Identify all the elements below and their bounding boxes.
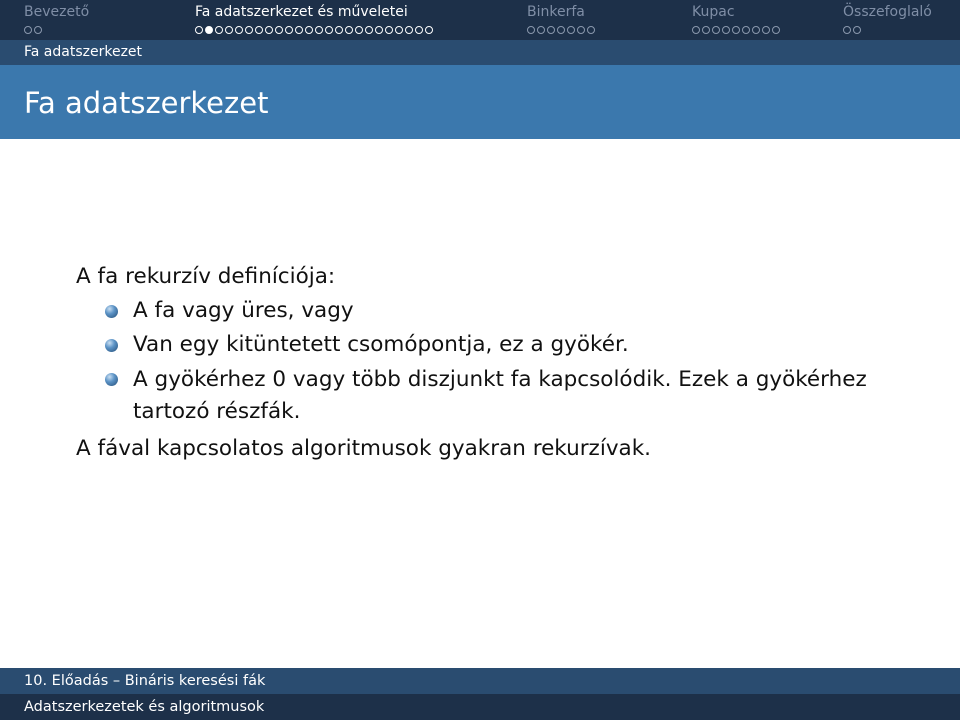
bullet-ball-icon	[105, 339, 118, 352]
nav-frame-dot[interactable]	[285, 26, 293, 34]
nav-frame-dot[interactable]	[355, 26, 363, 34]
footer-lecture-title: 10. Előadás – Bináris keresési fák	[24, 673, 266, 689]
nav-frame-dot[interactable]	[295, 26, 303, 34]
nav-frame-dot[interactable]	[557, 26, 565, 34]
nav-frame-dot[interactable]	[853, 26, 861, 34]
nav-frame-dots[interactable]	[24, 23, 89, 37]
bullet-text: A fa vagy üres, vagy	[133, 298, 354, 323]
bullet-ball-icon	[105, 305, 118, 318]
nav-frame-dot[interactable]	[587, 26, 595, 34]
nav-frame-dot[interactable]	[425, 26, 433, 34]
bullet-list	[76, 296, 876, 428]
nav-frame-dot[interactable]	[24, 26, 32, 34]
nav-frame-dot[interactable]	[762, 26, 770, 34]
nav-frame-dot[interactable]	[315, 26, 323, 34]
nav-frame-dots[interactable]	[527, 23, 597, 37]
nav-section-osszefoglalo[interactable]	[843, 2, 932, 37]
nav-section-label[interactable]: Összefoglaló	[843, 4, 932, 20]
nav-frame-dot[interactable]	[335, 26, 343, 34]
nav-frame-dot[interactable]	[395, 26, 403, 34]
subsection-bar	[0, 40, 960, 65]
nav-frame-dots[interactable]	[195, 23, 435, 37]
nav-frame-dot[interactable]	[375, 26, 383, 34]
nav-section-bevezeto[interactable]	[24, 2, 89, 37]
nav-frame-dot[interactable]	[345, 26, 353, 34]
nav-frame-dot[interactable]	[772, 26, 780, 34]
nav-frame-dot[interactable]	[365, 26, 373, 34]
nav-frame-dot[interactable]	[325, 26, 333, 34]
nav-frame-dot[interactable]	[305, 26, 313, 34]
nav-frame-dot[interactable]	[692, 26, 700, 34]
nav-section-label[interactable]: Binkerfa	[527, 4, 585, 20]
nav-section-kupac[interactable]	[692, 2, 782, 37]
bullet-text: A gyökérhez 0 vagy több diszjunkt fa kapcsolódik. Ezek a gyökérhez tartozó részfák.	[133, 367, 867, 424]
nav-frame-dot[interactable]	[567, 26, 575, 34]
nav-frame-dot-current[interactable]	[205, 26, 213, 34]
nav-frame-dot[interactable]	[722, 26, 730, 34]
nav-frame-dot[interactable]	[235, 26, 243, 34]
nav-frame-dot[interactable]	[215, 26, 223, 34]
nav-frame-dot[interactable]	[752, 26, 760, 34]
footer-course-bar	[0, 694, 960, 720]
nav-frame-dot[interactable]	[34, 26, 42, 34]
nav-frame-dot[interactable]	[265, 26, 273, 34]
nav-frame-dot[interactable]	[195, 26, 203, 34]
nav-frame-dot[interactable]	[245, 26, 253, 34]
nav-frame-dot[interactable]	[415, 26, 423, 34]
nav-section-label[interactable]: Kupac	[692, 4, 735, 20]
nav-frame-dot[interactable]	[702, 26, 710, 34]
nav-frame-dot[interactable]	[732, 26, 740, 34]
slide-content	[76, 262, 876, 464]
section-navigation	[0, 0, 960, 40]
nav-frame-dots[interactable]	[843, 23, 932, 37]
nav-frame-dot[interactable]	[255, 26, 263, 34]
nav-frame-dot[interactable]	[577, 26, 585, 34]
nav-section-label[interactable]: Bevezető	[24, 4, 90, 20]
bullet-item	[76, 296, 876, 326]
bullet-ball-icon	[105, 373, 118, 386]
nav-frame-dot[interactable]	[712, 26, 720, 34]
frame-title: Fa adatszerkezet	[24, 86, 269, 120]
frame-title-bar	[0, 65, 960, 139]
nav-section-binkerfa[interactable]	[527, 2, 597, 37]
subsection-title[interactable]: Fa adatszerkezet	[24, 44, 143, 60]
intro-text: A fa rekurzív definíciója:	[76, 264, 336, 289]
nav-frame-dot[interactable]	[225, 26, 233, 34]
bullet-item	[76, 330, 876, 360]
nav-section-label[interactable]: Fa adatszerkezet és műveletei	[195, 4, 408, 20]
nav-section-fa-adatszerkezet[interactable]	[195, 2, 435, 37]
footer-course-title: Adatszerkezetek és algoritmusok	[24, 699, 265, 715]
nav-frame-dot[interactable]	[275, 26, 283, 34]
nav-frame-dot[interactable]	[527, 26, 535, 34]
nav-frame-dot[interactable]	[537, 26, 545, 34]
outro-text: A fával kapcsolatos algoritmusok gyakran rekurzívak.	[76, 436, 651, 461]
nav-frame-dot[interactable]	[547, 26, 555, 34]
nav-frame-dot[interactable]	[405, 26, 413, 34]
bullet-item	[76, 364, 876, 428]
nav-frame-dot[interactable]	[385, 26, 393, 34]
footer-lecture-bar	[0, 668, 960, 694]
nav-frame-dot[interactable]	[843, 26, 851, 34]
nav-frame-dots[interactable]	[692, 23, 782, 37]
nav-frame-dot[interactable]	[742, 26, 750, 34]
bullet-text: Van egy kitüntetett csomópontja, ez a gyökér.	[133, 332, 629, 357]
